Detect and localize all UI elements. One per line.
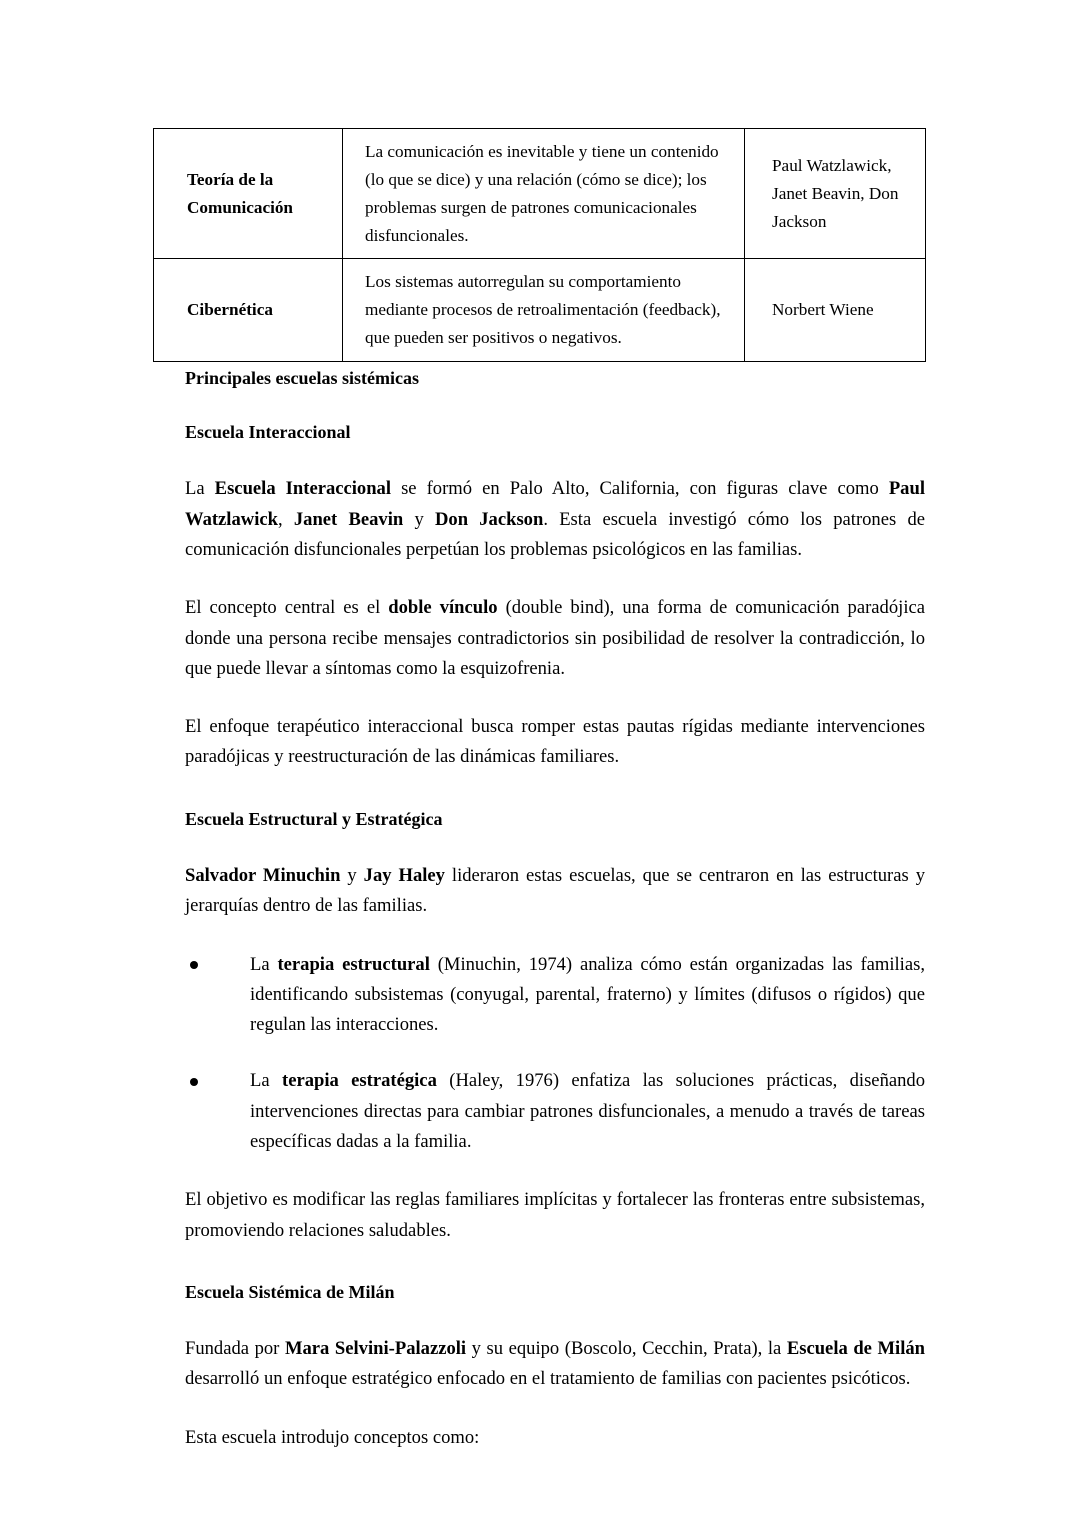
text-fragment: y — [403, 508, 435, 530]
bullet-dot-icon — [190, 961, 198, 969]
concepts-table — [153, 128, 926, 362]
list-item — [185, 950, 925, 1041]
text-bold-janet-beavin: Janet Beavin — [293, 508, 404, 530]
terapias-bullet-list — [185, 950, 925, 1158]
text-fragment: El concepto central es el — [185, 597, 389, 619]
heading-escuela-interaccional: Escuela Interaccional — [185, 422, 351, 443]
table-cell-authors: Norbert Wiene — [745, 259, 926, 362]
paragraph-objetivo-reglas-familiares: El objetivo es modificar las reglas familiares implícitas y fortalecer las fronteras entre subsistemas, promoviendo relaciones saludables. — [185, 1189, 925, 1241]
text-bold-jay-haley: Jay Haley — [363, 864, 445, 886]
spacer — [185, 1246, 925, 1280]
spacer — [185, 773, 925, 807]
paragraph-interaccional-origen — [185, 474, 925, 565]
text-bold-salvador-minuchin: Salvador Minuchin — [185, 864, 341, 886]
spacer — [185, 684, 925, 712]
table-cell-description: Los sistemas autorregulan su comportamiento mediante procesos de retroalimentación (feedback), que pueden ser positivos o negativos. — [343, 259, 745, 362]
text-bold-paul-watzlawick: Paul Watzlawick — [185, 478, 925, 530]
text-fragment: , — [277, 508, 294, 530]
heading-escuela-sistemica-milan: Escuela Sistémica de Milán — [185, 1281, 395, 1302]
spacer — [185, 391, 925, 420]
spacer — [185, 565, 925, 593]
heading-escuela-estructural-estrategica: Escuela Estructural y Estratégica — [185, 808, 443, 829]
paragraph-conceptos-intro: Esta escuela introdujo conceptos como: — [185, 1426, 480, 1448]
table-row — [154, 129, 926, 259]
paragraph-doble-vinculo — [185, 593, 925, 684]
paragraph-minuchin-haley — [185, 861, 925, 922]
paragraph-milan-fundacion — [185, 1334, 925, 1395]
text-fragment: La — [185, 478, 215, 500]
spacer — [185, 1395, 925, 1423]
table-cell-description: La comunicación es inevitable y tiene un contenido (lo que se dice) y una relación (cómo se dice); los problemas surgen de patrones comunicacionales disfuncionales. — [343, 129, 745, 259]
text-bold-mara-selvini-palazzoli: Mara Selvini-Palazzoli — [284, 1338, 467, 1360]
text-bold-terapia-estructural: terapia estructural — [277, 953, 430, 975]
paragraph-enfoque-terapeutico: El enfoque terapéutico interaccional busca romper estas pautas rígidas mediante intervenciones paradójicas y reestructuración de las dinámicas familiares. — [185, 716, 925, 768]
text-fragment: (double bind), una forma de comunicación paradójica donde una persona recibe mensajes contradictorios sin posibilidad de resolver la contradicción, lo que puede llevar a síntomas como la esquizofrenia. — [185, 597, 925, 679]
spacer — [185, 445, 925, 474]
text-bold-escuela-interaccional: Escuela Interaccional — [214, 478, 392, 500]
text-fragment: (Haley, 1976) enfatiza las soluciones prácticas, diseñando intervenciones directas para cambiar patrones disfuncionales, a menudo a través de tareas específicas dadas a la familia. — [250, 1070, 926, 1153]
text-fragment: La — [250, 1070, 282, 1092]
list-item — [185, 1066, 925, 1157]
document-body — [185, 366, 925, 1453]
text-fragment: desarrolló un enfoque estratégico enfocado en el tratamiento de familias con pacientes psicóticos. — [185, 1368, 911, 1390]
table-cell-term: Cibernética — [154, 259, 343, 362]
heading-principales-escuelas-sistemicas: Principales escuelas sistémicas — [185, 368, 419, 388]
spacer — [185, 922, 925, 950]
text-bold-terapia-estrategica: terapia estratégica — [282, 1070, 437, 1092]
text-fragment: . Esta escuela investigó cómo los patrones de comunicación disfuncionales perpetúan los problemas psicológicos en las familias. — [185, 508, 925, 560]
text-fragment: (Minuchin, 1974) analiza cómo están organizadas las familias, identificando subsistemas (conyugal, parental, fraterno) y límites (difusos o rígidos) que regulan las interacciones. — [250, 953, 925, 1036]
text-fragment: y — [340, 864, 364, 886]
text-bold-doble-vinculo: doble vínculo — [388, 597, 498, 619]
text-bold-don-jackson: Don Jackson — [434, 508, 544, 530]
table-row — [154, 259, 926, 362]
text-fragment: Fundada por — [185, 1338, 285, 1360]
spacer — [185, 1305, 925, 1334]
text-fragment: y su equipo (Boscolo, Cecchin, Prata), la — [466, 1338, 787, 1360]
table-cell-authors: Paul Watzlawick, Janet Beavin, Don Jackson — [745, 129, 926, 259]
text-fragment: lideraron estas escuelas, que se centraron en las estructuras y jerarquías dentro de las familias. — [185, 864, 925, 917]
table-cell-term: Teoría de la Comunicación — [154, 129, 343, 259]
text-fragment: se formó en Palo Alto, California, con figuras clave como — [391, 478, 889, 500]
text-bold-escuela-de-milan: Escuela de Milán — [786, 1338, 926, 1360]
spacer — [185, 832, 925, 861]
spacer — [185, 1157, 925, 1185]
text-fragment: La — [250, 953, 278, 975]
bullet-dot-icon — [190, 1078, 198, 1086]
